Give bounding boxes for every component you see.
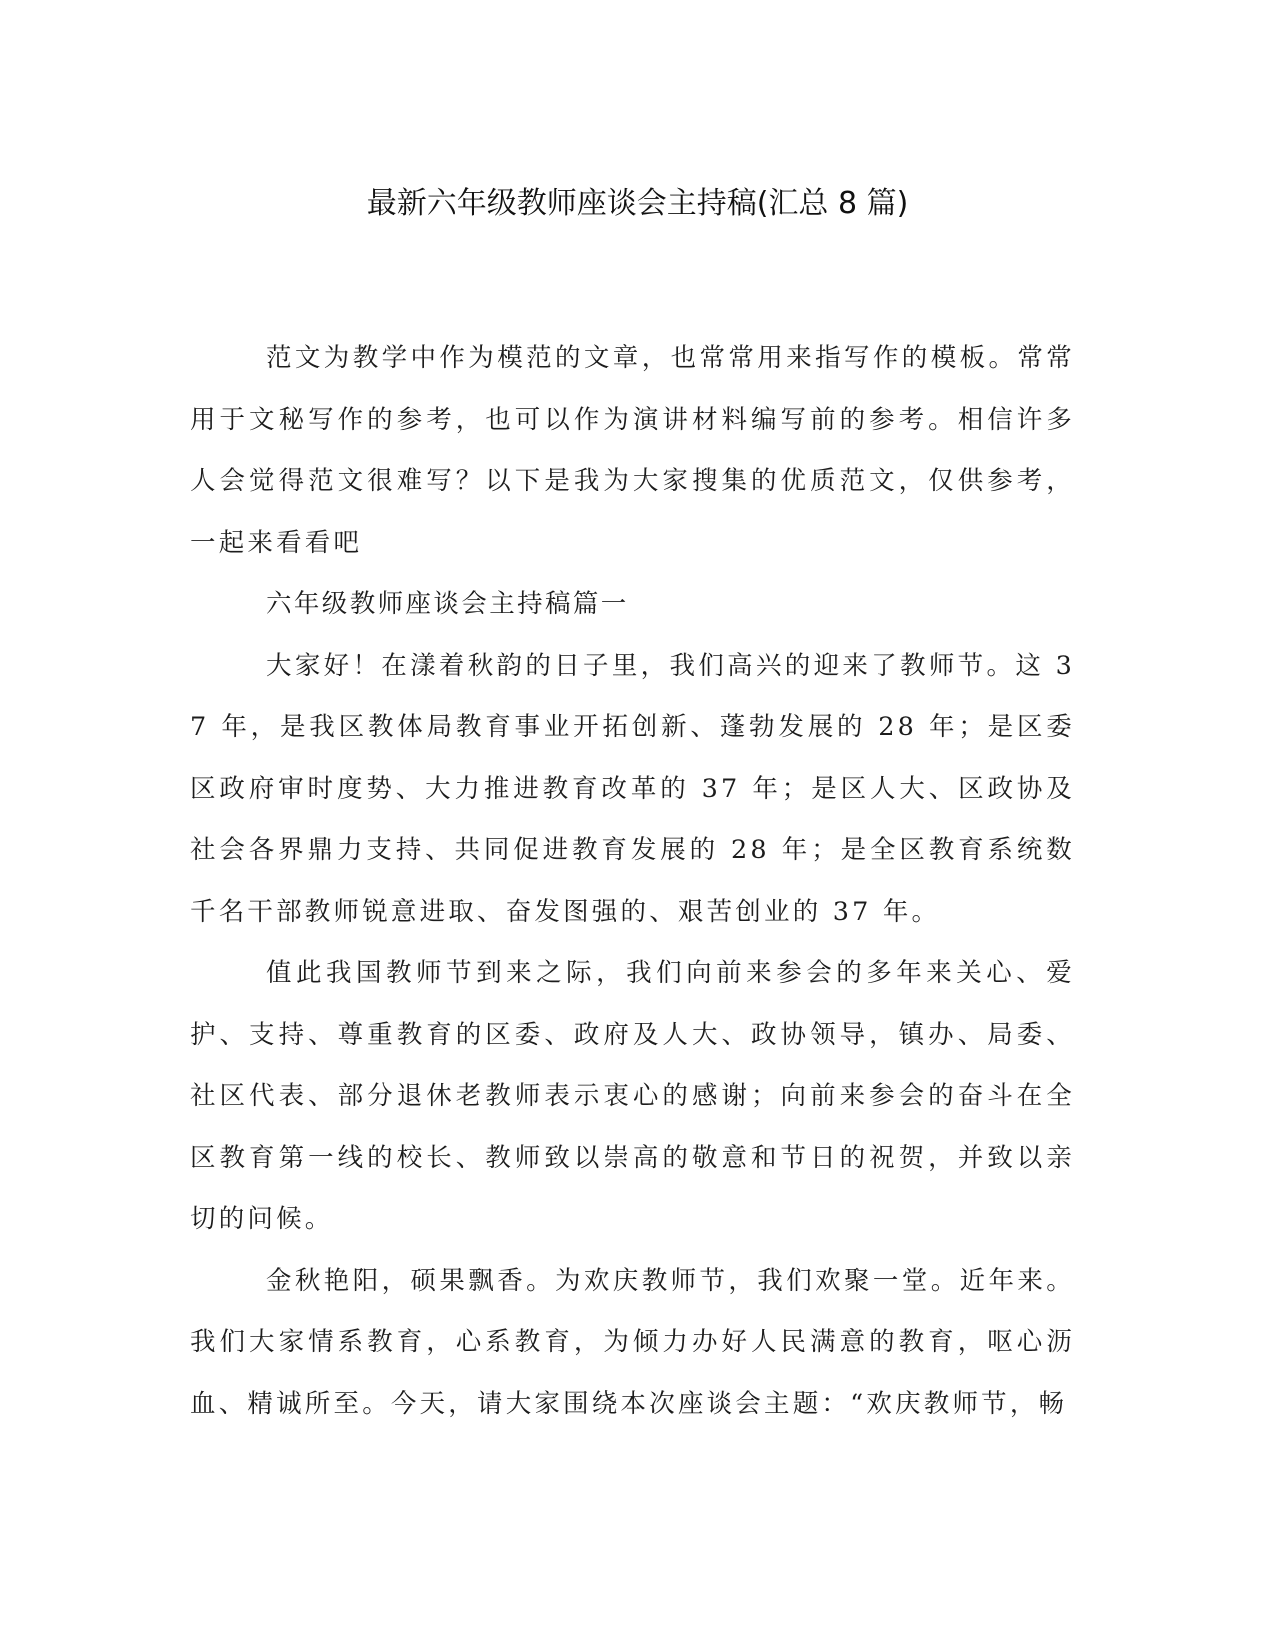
body-paragraph-autumn: 金秋艳阳，硕果飘香。为欢庆教师节，我们欢聚一堂。近年来。我们大家情系教育，心系教育，为倾力办好人民满意的教育，呕心沥血、精诚所至。今天，请大家围绕本次座谈会主题：“欢庆教师节，畅	[190, 1265, 1075, 1419]
document-body	[190, 328, 1075, 1435]
section-heading: 六年级教师座谈会主持稿篇一	[266, 589, 629, 619]
body-paragraph-thanks: 值此我国教师节到来之际，我们向前来参会的多年来关心、爱护、支持、尊重教育的区委、政府及人大、政协领导，镇办、局委、社区代表、部分退休老教师表示衷心的感谢；向前来参会的奋斗在全区教育第一线的校长、教师致以崇高的敬意和节日的祝贺，并致以亲切的问候。	[190, 958, 1075, 1234]
document-title: 最新六年级教师座谈会主持稿(汇总 8 篇)	[366, 186, 909, 221]
intro-paragraph: 范文为教学中作为模范的文章，也常常用来指写作的模板。常常用于文秘写作的参考，也可以作为演讲材料编写前的参考。相信许多人会觉得范文很难写？以下是我为大家搜集的优质范文，仅供参考，一起来看看吧	[190, 343, 1075, 558]
body-paragraph-greeting: 大家好！在漾着秋韵的日子里，我们高兴的迎来了教师节。这 37 年，是我区教体局教育事业开拓创新、蓬勃发展的 28 年；是区委区政府审时度势、大力推进教育改革的 37 年；是区人大、区政协及社会各界鼎力支持、共同促进教育发展的 28 年；是全区教育系统数千名干部教师锐意进取、奋发图强的、艰苦创业的 37 年。	[190, 650, 1075, 927]
